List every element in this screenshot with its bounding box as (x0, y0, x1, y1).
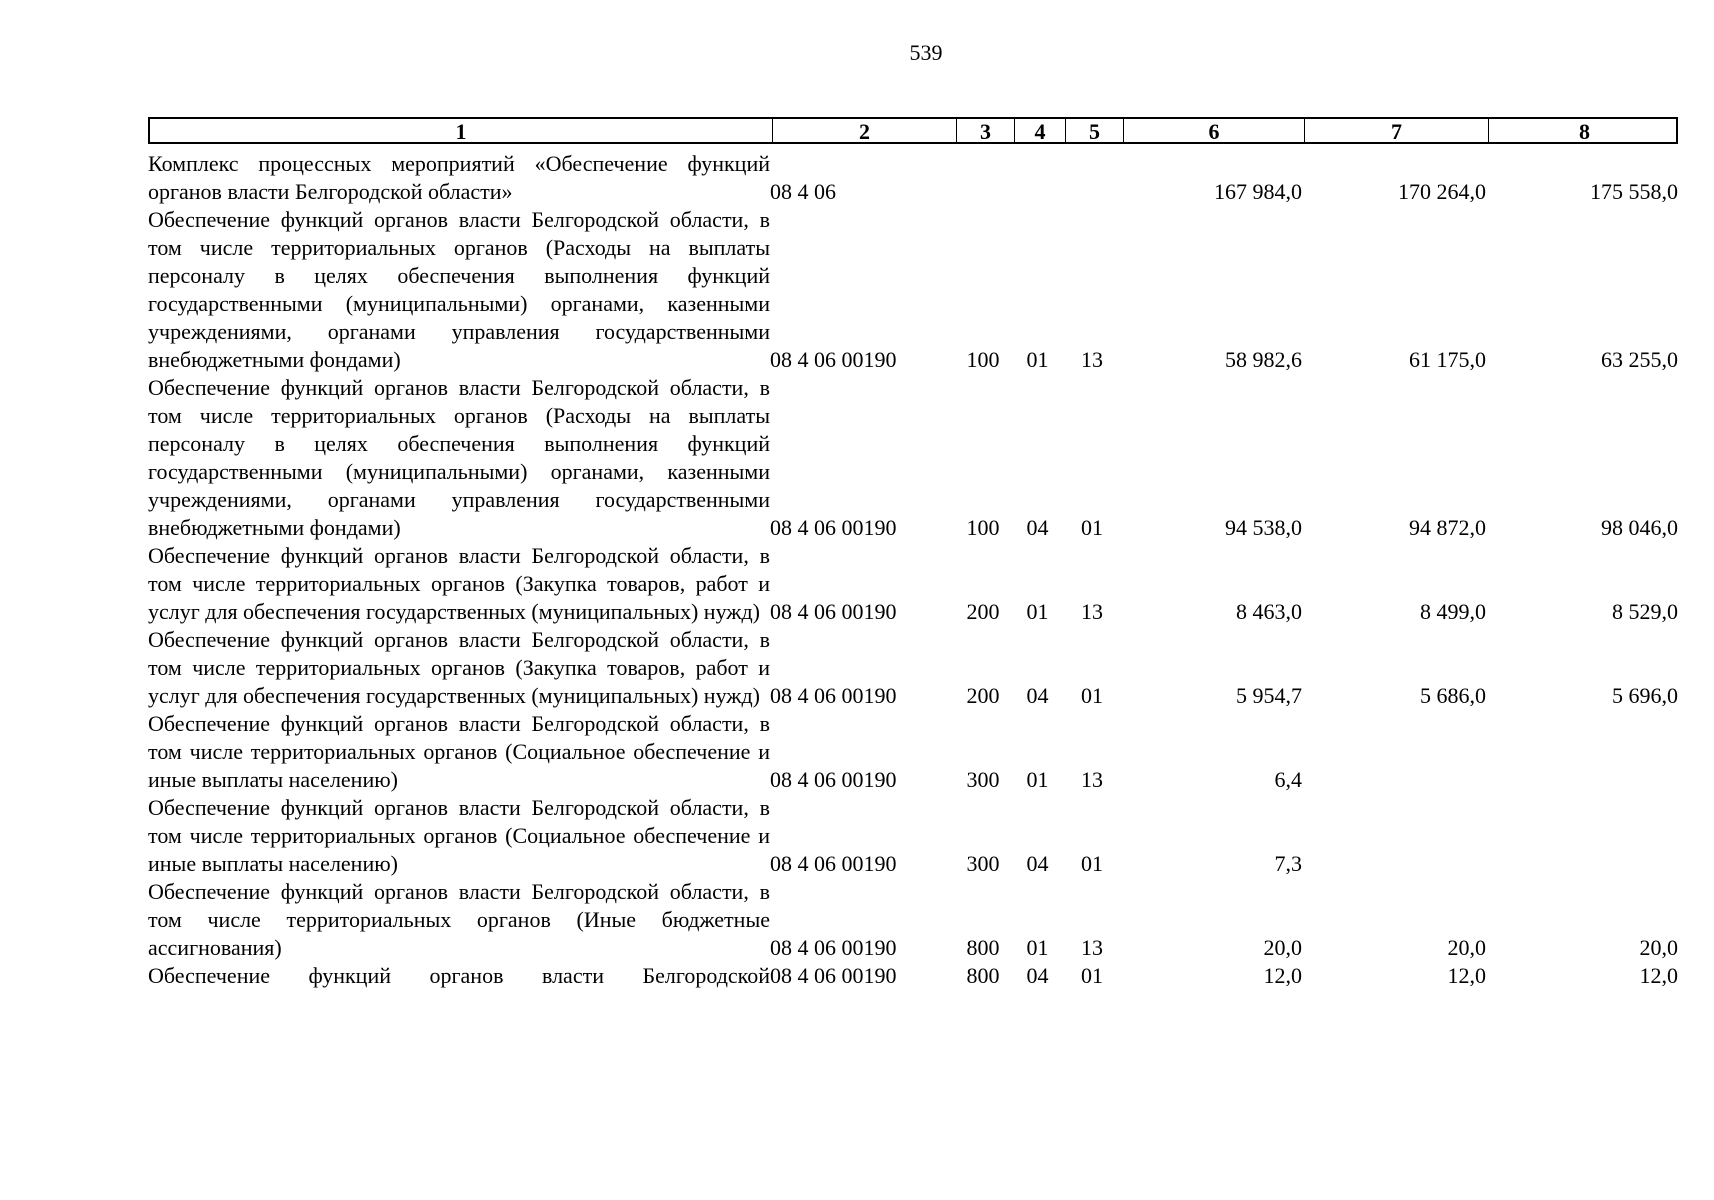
row-code: 08 4 06 (770, 179, 836, 204)
row-col-3: 100 (966, 347, 1000, 372)
table-row (148, 878, 1678, 962)
row-col-8 (1486, 794, 1678, 878)
row-col-8 (1486, 710, 1678, 794)
budget-table (148, 150, 1678, 990)
row-col-5: 13 (1081, 767, 1103, 792)
row-col-7: 5 686,0 (1420, 683, 1486, 708)
row-col-7 (1302, 794, 1486, 878)
row-col-7: 20,0 (1447, 935, 1486, 960)
row-col-6: 8 463,0 (1236, 599, 1302, 624)
row-code: 08 4 06 00190 (770, 963, 897, 988)
row-col-6: 167 984,0 (1214, 179, 1302, 204)
header-col-7: 7 (1304, 119, 1488, 144)
row-col-5: 01 (1081, 851, 1103, 876)
row-col-4 (1012, 150, 1063, 206)
row-name: Обеспечение функций органов власти Белгородской области, в том числе территориальных органов (Расходы на выплаты персоналу в целях обеспечения выполнения функций государственными (муниципальными) органами, казенными учреждениями, органами управления государственными внебюджетными фондами) (148, 375, 770, 540)
row-col-8: 175 558,0 (1590, 179, 1678, 204)
header-col-8: 8 (1488, 119, 1680, 144)
row-col-5: 13 (1081, 599, 1103, 624)
row-col-4: 04 (1026, 963, 1049, 988)
row-col-8: 98 046,0 (1601, 515, 1678, 540)
header-col-4: 4 (1014, 119, 1065, 144)
row-col-4: 04 (1026, 683, 1049, 708)
header-col-2: 2 (772, 119, 956, 144)
row-col-4: 04 (1026, 515, 1049, 540)
row-col-3: 800 (966, 935, 1000, 960)
row-col-3: 300 (966, 851, 1000, 876)
header-col-1: 1 (455, 119, 467, 144)
row-col-7: 8 499,0 (1420, 599, 1486, 624)
row-col-5: 13 (1081, 347, 1103, 372)
row-col-6: 7,3 (1274, 851, 1302, 876)
header-col-6: 6 (1123, 119, 1304, 144)
row-col-4: 04 (1026, 851, 1049, 876)
row-code: 08 4 06 00190 (770, 347, 897, 372)
header-col-3: 3 (956, 119, 1014, 144)
row-col-5: 01 (1081, 683, 1103, 708)
table-row (148, 626, 1678, 710)
row-col-4: 01 (1026, 935, 1049, 960)
row-col-8: 12,0 (1639, 963, 1678, 988)
row-col-7: 12,0 (1447, 963, 1486, 988)
row-code: 08 4 06 00190 (770, 935, 897, 960)
row-name: Обеспечение функций органов власти Белгородской (148, 963, 770, 988)
row-col-6: 94 538,0 (1225, 515, 1302, 540)
row-col-8: 5 696,0 (1612, 683, 1678, 708)
row-col-7: 61 175,0 (1409, 347, 1486, 372)
row-col-5 (1063, 150, 1121, 206)
row-col-3: 100 (966, 515, 1000, 540)
row-col-7 (1302, 710, 1486, 794)
row-name: Обеспечение функций органов власти Белгородской области, в том числе территориальных органов (Социальное обеспечение и иные выплаты населению) (148, 795, 770, 876)
row-col-3: 300 (966, 767, 1000, 792)
table-header-row (148, 117, 1678, 144)
row-col-4: 01 (1026, 347, 1049, 372)
row-col-3: 200 (966, 683, 1000, 708)
row-col-8: 63 255,0 (1601, 347, 1678, 372)
table-row (148, 542, 1678, 626)
row-col-6: 5 954,7 (1236, 683, 1302, 708)
table-row (148, 962, 1678, 990)
row-col-7: 94 872,0 (1409, 515, 1486, 540)
row-col-4: 01 (1026, 767, 1049, 792)
row-col-4: 01 (1026, 599, 1049, 624)
table-row (148, 710, 1678, 794)
row-col-6: 20,0 (1263, 935, 1302, 960)
header-col-5: 5 (1065, 119, 1123, 144)
row-name: Обеспечение функций органов власти Белгородской области, в том числе территориальных органов (Социальное обеспечение и иные выплаты населению) (148, 711, 770, 792)
row-col-6: 6,4 (1274, 767, 1302, 792)
row-name: Обеспечение функций органов власти Белгородской области, в том числе территориальных органов (Иные бюджетные ассигнования) (148, 879, 770, 960)
row-col-5: 01 (1081, 963, 1103, 988)
row-name: Обеспечение функций органов власти Белгородской области, в том числе территориальных органов (Расходы на выплаты персоналу в целях обеспечения выполнения функций государственными (муниципальными) органами, казенными учреждениями, органами управления государственными внебюджетными фондами) (148, 207, 770, 372)
row-name: Комплекс процессных мероприятий «Обеспечение функций органов власти Белгородской области» (148, 151, 770, 204)
table-row (148, 794, 1678, 878)
page-number: 539 (909, 40, 943, 65)
row-col-3: 800 (966, 963, 1000, 988)
row-code: 08 4 06 00190 (770, 767, 897, 792)
row-code: 08 4 06 00190 (770, 683, 897, 708)
row-code: 08 4 06 00190 (770, 851, 897, 876)
table-row (148, 150, 1678, 206)
row-name: Обеспечение функций органов власти Белгородской области, в том числе территориальных органов (Закупка товаров, работ и услуг для обеспечения государственных (муниципальных) нужд) (148, 627, 770, 708)
row-code: 08 4 06 00190 (770, 515, 897, 540)
row-col-3 (954, 150, 1012, 206)
table-row (148, 374, 1678, 542)
row-col-3: 200 (966, 599, 1000, 624)
row-col-6: 12,0 (1263, 963, 1302, 988)
row-col-7: 170 264,0 (1398, 179, 1486, 204)
row-col-8: 8 529,0 (1612, 599, 1678, 624)
row-col-5: 13 (1081, 935, 1103, 960)
row-code: 08 4 06 00190 (770, 599, 897, 624)
row-name: Обеспечение функций органов власти Белгородской области, в том числе территориальных органов (Закупка товаров, работ и услуг для обеспечения государственных (муниципальных) нужд) (148, 543, 770, 624)
row-col-5: 01 (1081, 515, 1103, 540)
row-col-6: 58 982,6 (1225, 347, 1302, 372)
table-row (148, 206, 1678, 374)
row-col-8: 20,0 (1639, 935, 1678, 960)
